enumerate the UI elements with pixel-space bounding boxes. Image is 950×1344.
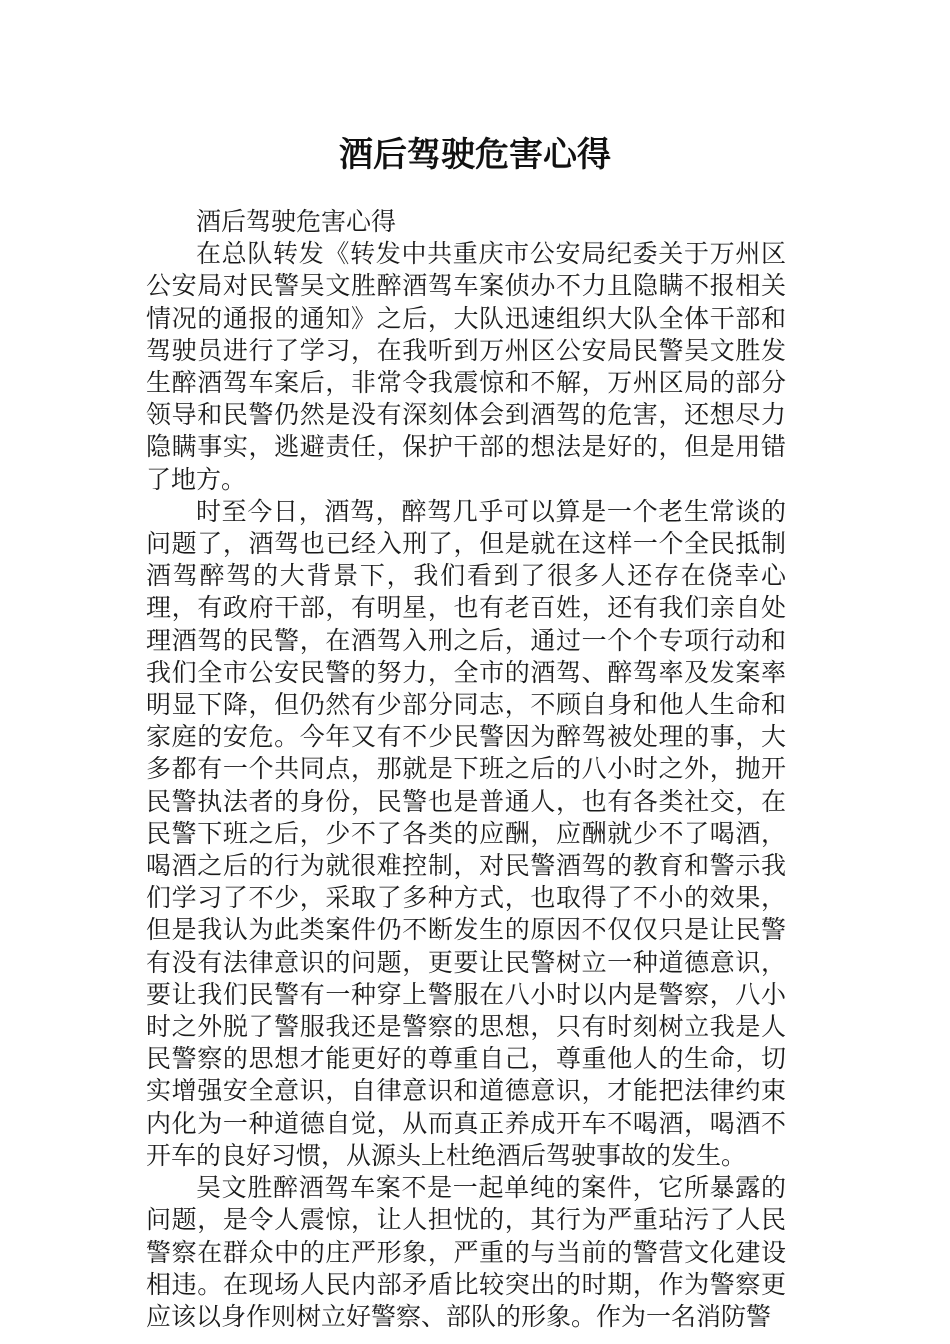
- paragraph-subtitle: 酒后驾驶危害心得: [196, 207, 397, 236]
- paragraph-3: 吴文胜醉酒驾车案不是一起单纯的案件，它所暴露的问题，是令人震惊，让人担忧的，其行为严重玷污了人民警察在群众中的庄严形象，严重的与当前的警营文化建设相违。在现场人民内部矛盾比较突出的时期，作为警察更应该以身作则树立好警察、部队的形象。作为一名消防警: [146, 1173, 786, 1331]
- document-body: [146, 206, 786, 1333]
- paragraph-2: 时至今日，酒驾，醉驾几乎可以算是一个老生常谈的问题了，酒驾也已经入刑了，但是就在这样一个全民抵制酒驾醉驾的大背景下，我们看到了很多人还存在侥幸心理，有政府干部，有明星，也有老百姓，还有我们亲自处理酒驾的民警，在酒驾入刑之后，通过一个个专项行动和我们全市公安民警的努力，全市的酒驾、醉驾率及发案率明显下降，但仍然有少部分同志，不顾自身和他人生命和家庭的安危。今年又有不少民警因为醉驾被处理的事，大多都有一个共同点，那就是下班之后的八小时之外，抛开民警执法者的身份，民警也是普通人，也有各类社交，在民警下班之后，少不了各类的应酬，应酬就少不了喝酒，喝酒之后的行为就很难控制，对民警酒驾的教育和警示我们学习了不少，采取了多种方式，也取得了不小的效果，但是我认为此类案件仍不断发生的原因不仅仅只是让民警有没有法律意识的问题，更要让民警树立一种道德意识，要让我们民警有一种穿上警服在八小时以内是警察，八小时之外脱了警服我还是警察的思想，只有时刻树立我是人民警察的思想才能更好的尊重自己，尊重他人的生命，切实增强安全意识，自律意识和道德意识，才能把法律约束内化为一种道德自觉，从而真正养成开车不喝酒，喝酒不开车的良好习惯，从源头上杜绝酒后驾驶事故的发生。: [146, 496, 786, 1170]
- paragraph-1: 在总队转发《转发中共重庆市公安局纪委关于万州区公安局对民警吴文胜醉酒驾车案侦办不力且隐瞒不报相关情况的通报的通知》之后，大队迅速组织大队全体干部和驾驶员进行了学习，在我听到万州区公安局民警吴文胜发生醉酒驾车案后，非常令我震惊和不解，万州区局的部分领导和民警仍然是没有深刻体会到酒驾的危害，还想尽力隐瞒事实，逃避责任，保护干部的想法是好的，但是用错了地方。: [146, 239, 786, 494]
- document-title: 酒后驾驶危害心得: [339, 135, 611, 175]
